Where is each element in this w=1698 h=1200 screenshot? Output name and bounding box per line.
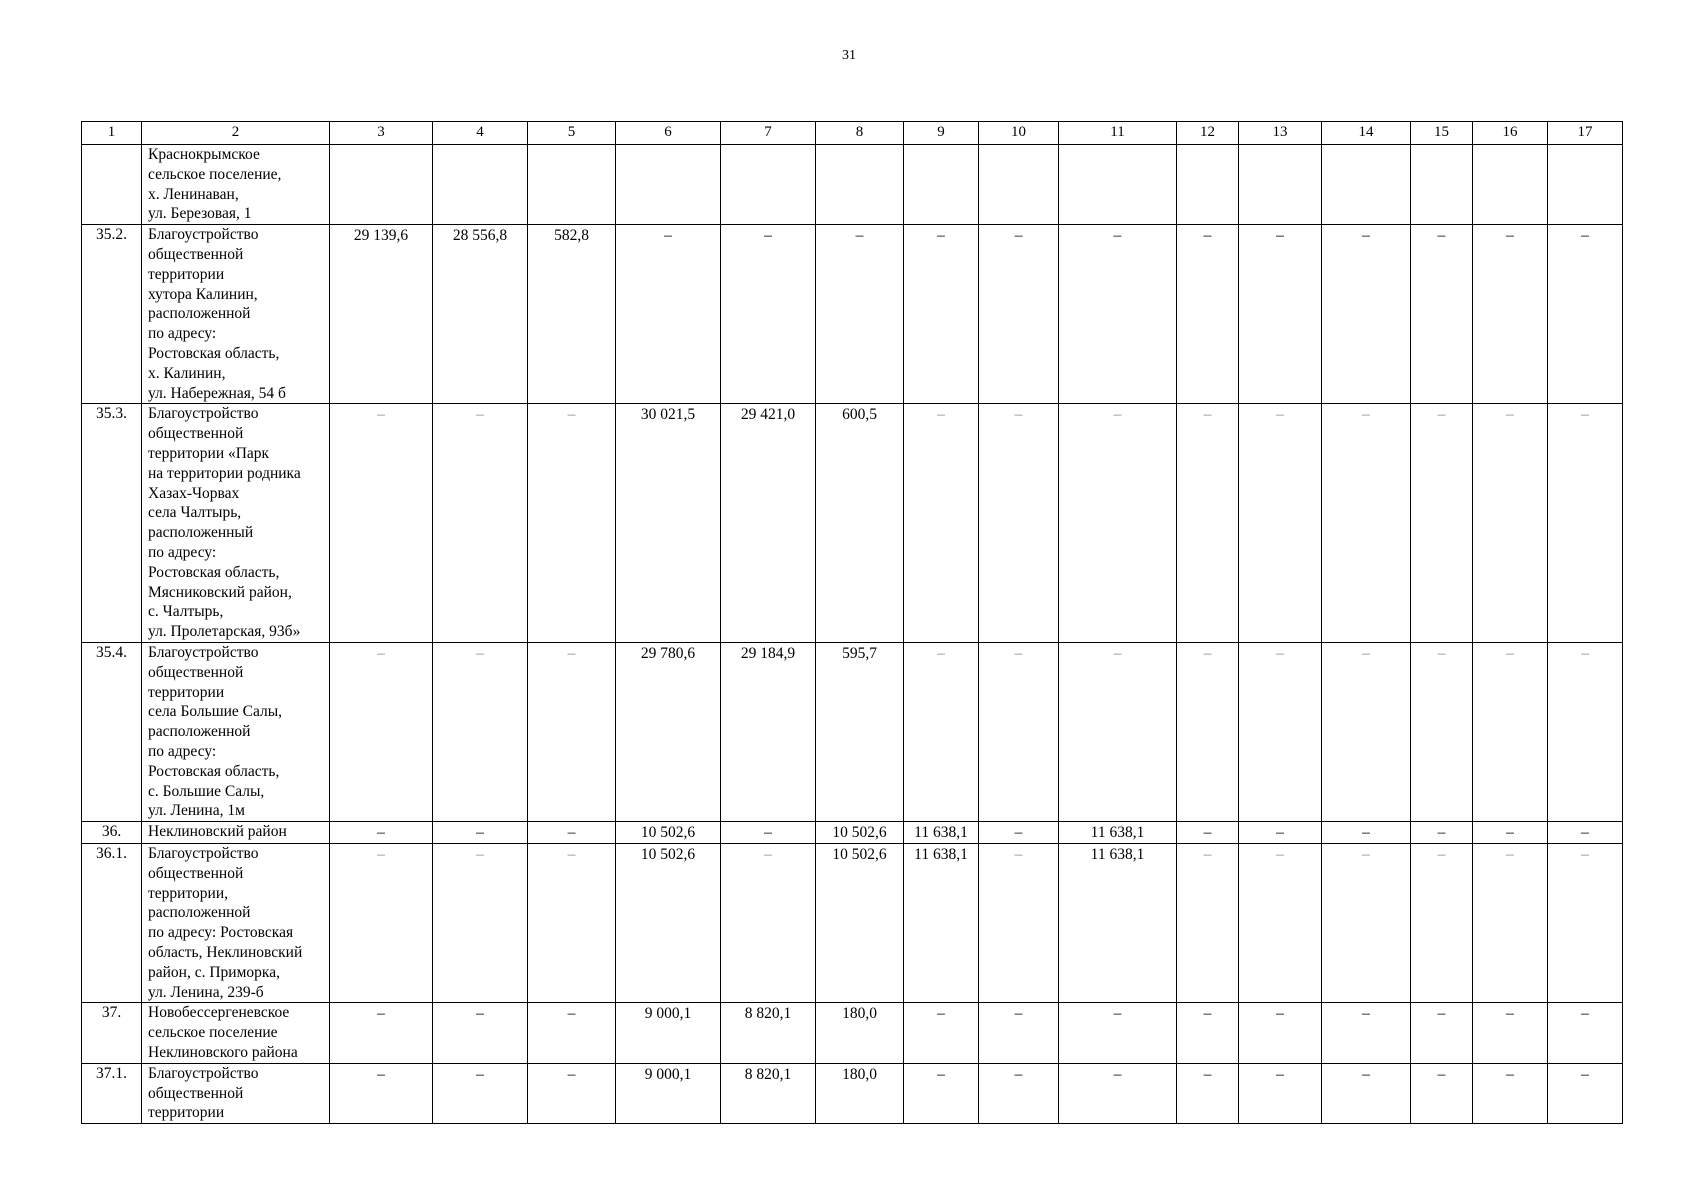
column-number-cell: 12 [1177, 122, 1239, 145]
row-number-cell: 36. [82, 822, 142, 844]
table-row [82, 844, 1623, 1003]
value-cell: – [979, 822, 1059, 844]
row-number-cell: 35.2. [82, 225, 142, 404]
value-cell: – [1239, 404, 1322, 643]
row-number-cell: 35.3. [82, 404, 142, 643]
column-number-row [82, 122, 1623, 145]
value-cell: – [1059, 1003, 1177, 1063]
value-cell [721, 145, 816, 225]
value-cell: – [433, 1063, 528, 1123]
object-name-cell: Благоустройство общественной территории, расположенной по адресу: Ростовская область, Неклиновский район, с. Приморка, ул. Ленина, 239-б [142, 844, 330, 1003]
value-cell: 10 502,6 [616, 822, 721, 844]
value-cell: – [1473, 1063, 1548, 1123]
column-number-cell: 4 [433, 122, 528, 145]
column-number-cell: 10 [979, 122, 1059, 145]
value-cell: – [1411, 225, 1473, 404]
value-cell: 8 820,1 [721, 1003, 816, 1063]
column-number-cell: 13 [1239, 122, 1322, 145]
value-cell: 180,0 [816, 1063, 904, 1123]
object-name-cell: Благоустройство общественной территории села Большие Салы, расположенной по адресу: Ростовская область, с. Большие Салы, ул. Ленина, 1м [142, 642, 330, 821]
object-name-cell: Новобессергеневское сельское поселение Неклиновского района [142, 1003, 330, 1063]
value-cell: 28 556,8 [433, 225, 528, 404]
value-cell: – [1548, 642, 1623, 821]
value-cell: – [1322, 404, 1411, 643]
value-cell: – [433, 822, 528, 844]
value-cell: – [1548, 225, 1623, 404]
value-cell [1548, 145, 1623, 225]
value-cell: – [1411, 844, 1473, 1003]
value-cell: – [330, 822, 433, 844]
value-cell [1411, 145, 1473, 225]
value-cell: – [433, 844, 528, 1003]
value-cell: – [1177, 225, 1239, 404]
column-number-cell: 15 [1411, 122, 1473, 145]
value-cell: 10 502,6 [616, 844, 721, 1003]
value-cell: – [1548, 1063, 1623, 1123]
value-cell: – [1177, 642, 1239, 821]
value-cell: 595,7 [816, 642, 904, 821]
value-cell: – [330, 642, 433, 821]
table-row [82, 404, 1623, 643]
column-number-cell: 17 [1548, 122, 1623, 145]
value-cell: – [1473, 642, 1548, 821]
value-cell [979, 145, 1059, 225]
value-cell: – [1177, 844, 1239, 1003]
value-cell: 11 638,1 [1059, 822, 1177, 844]
value-cell: 29 780,6 [616, 642, 721, 821]
value-cell [904, 145, 979, 225]
value-cell: – [904, 1003, 979, 1063]
budget-table [81, 121, 1623, 1124]
row-number-cell: 37.1. [82, 1063, 142, 1123]
table-row [82, 642, 1623, 821]
value-cell: – [433, 404, 528, 643]
column-number-cell: 9 [904, 122, 979, 145]
value-cell: – [1473, 225, 1548, 404]
value-cell: – [816, 225, 904, 404]
column-number-cell: 8 [816, 122, 904, 145]
value-cell [816, 145, 904, 225]
row-number-cell [82, 145, 142, 225]
value-cell [1239, 145, 1322, 225]
table-row [82, 145, 1623, 225]
page-number: 31 [842, 48, 856, 63]
value-cell: 10 502,6 [816, 844, 904, 1003]
row-number-cell: 37. [82, 1003, 142, 1063]
value-cell: – [1411, 1003, 1473, 1063]
column-number-cell: 16 [1473, 122, 1548, 145]
object-name-cell: Неклиновский район [142, 822, 330, 844]
value-cell: – [1548, 822, 1623, 844]
value-cell [1322, 145, 1411, 225]
value-cell: – [1239, 642, 1322, 821]
column-number-cell: 3 [330, 122, 433, 145]
table-row [82, 225, 1623, 404]
value-cell: – [1411, 642, 1473, 821]
value-cell: – [1411, 404, 1473, 643]
column-number-cell: 2 [142, 122, 330, 145]
value-cell: – [528, 1003, 616, 1063]
value-cell: – [1548, 844, 1623, 1003]
object-name-cell: Благоустройство общественной территории [142, 1063, 330, 1123]
column-number-cell: 5 [528, 122, 616, 145]
value-cell: – [1239, 844, 1322, 1003]
value-cell: – [528, 404, 616, 643]
value-cell [528, 145, 616, 225]
value-cell: – [330, 1063, 433, 1123]
value-cell: – [528, 1063, 616, 1123]
value-cell: 9 000,1 [616, 1003, 721, 1063]
value-cell: – [1059, 642, 1177, 821]
row-number-cell: 36.1. [82, 844, 142, 1003]
value-cell: 29 184,9 [721, 642, 816, 821]
value-cell [1473, 145, 1548, 225]
value-cell: – [1239, 225, 1322, 404]
value-cell: – [1473, 822, 1548, 844]
value-cell: – [1473, 1003, 1548, 1063]
value-cell: – [1059, 225, 1177, 404]
table-row [82, 1063, 1623, 1123]
value-cell: – [433, 642, 528, 821]
value-cell: – [1473, 404, 1548, 643]
value-cell: – [1239, 1003, 1322, 1063]
value-cell: 8 820,1 [721, 1063, 816, 1123]
value-cell: – [904, 642, 979, 821]
value-cell: – [1177, 1063, 1239, 1123]
value-cell [616, 145, 721, 225]
column-number-cell: 14 [1322, 122, 1411, 145]
value-cell: – [1322, 1063, 1411, 1123]
value-cell: 600,5 [816, 404, 904, 643]
value-cell: 29 421,0 [721, 404, 816, 643]
value-cell: 11 638,1 [904, 844, 979, 1003]
value-cell: 582,8 [528, 225, 616, 404]
column-number-cell: 7 [721, 122, 816, 145]
value-cell: – [1239, 1063, 1322, 1123]
value-cell: – [1322, 225, 1411, 404]
value-cell: – [1411, 822, 1473, 844]
column-number-cell: 6 [616, 122, 721, 145]
value-cell: – [979, 642, 1059, 821]
value-cell: – [433, 1003, 528, 1063]
value-cell: – [904, 1063, 979, 1123]
value-cell [330, 145, 433, 225]
value-cell: 29 139,6 [330, 225, 433, 404]
value-cell: 9 000,1 [616, 1063, 721, 1123]
table-row [82, 822, 1623, 844]
value-cell [1177, 145, 1239, 225]
value-cell: – [1548, 1003, 1623, 1063]
value-cell: – [1322, 844, 1411, 1003]
value-cell: – [1548, 404, 1623, 643]
object-name-cell: Краснокрымское сельское поселение, х. Ленинаван, ул. Березовая, 1 [142, 145, 330, 225]
column-number-cell: 11 [1059, 122, 1177, 145]
value-cell: – [528, 822, 616, 844]
table-row [82, 1003, 1623, 1063]
value-cell: – [616, 225, 721, 404]
value-cell: – [330, 844, 433, 1003]
value-cell: – [904, 404, 979, 643]
value-cell: – [1177, 822, 1239, 844]
value-cell: – [1322, 642, 1411, 821]
value-cell: – [1239, 822, 1322, 844]
object-name-cell: Благоустройство общественной территории «Парк на территории родника Хазах-Чорвах села Чалтырь, расположенный по адресу: Ростовская область, Мясниковский район, с. Чалтырь, ул. Пролетарская, 93б» [142, 404, 330, 643]
value-cell: – [904, 225, 979, 404]
value-cell: – [979, 1003, 1059, 1063]
value-cell: – [528, 642, 616, 821]
value-cell: – [979, 844, 1059, 1003]
value-cell: – [1059, 1063, 1177, 1123]
value-cell [1059, 145, 1177, 225]
value-cell: – [721, 225, 816, 404]
value-cell: – [979, 225, 1059, 404]
value-cell: 10 502,6 [816, 822, 904, 844]
value-cell: – [1322, 822, 1411, 844]
value-cell: – [1059, 404, 1177, 643]
value-cell: – [528, 844, 616, 1003]
table-body [82, 122, 1623, 1124]
value-cell: – [1322, 1003, 1411, 1063]
value-cell: – [979, 1063, 1059, 1123]
value-cell: – [721, 844, 816, 1003]
value-cell: – [1473, 844, 1548, 1003]
object-name-cell: Благоустройство общественной территории хутора Калинин, расположенной по адресу: Ростовская область, х. Калинин, ул. Набережная, 54 б [142, 225, 330, 404]
row-number-cell: 35.4. [82, 642, 142, 821]
value-cell: 11 638,1 [904, 822, 979, 844]
value-cell: – [330, 404, 433, 643]
value-cell: 180,0 [816, 1003, 904, 1063]
value-cell: – [979, 404, 1059, 643]
value-cell: – [721, 822, 816, 844]
value-cell [433, 145, 528, 225]
value-cell: – [1177, 1003, 1239, 1063]
column-number-cell: 1 [82, 122, 142, 145]
value-cell: 11 638,1 [1059, 844, 1177, 1003]
value-cell: 30 021,5 [616, 404, 721, 643]
value-cell: – [1177, 404, 1239, 643]
value-cell: – [1411, 1063, 1473, 1123]
value-cell: – [330, 1003, 433, 1063]
